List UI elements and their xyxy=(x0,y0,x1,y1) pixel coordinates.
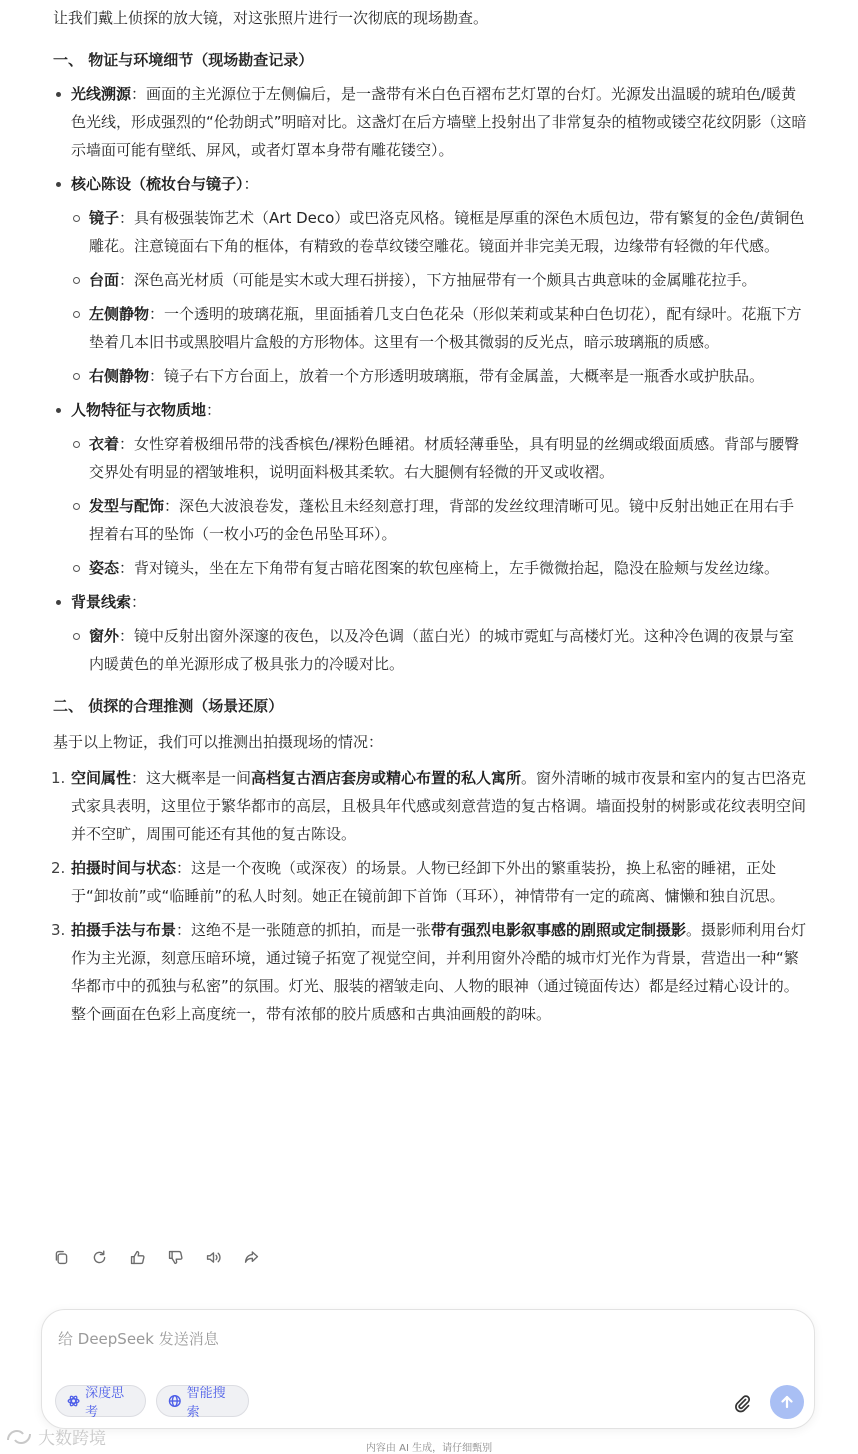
share-icon[interactable] xyxy=(242,1248,261,1267)
thumbs-down-icon[interactable] xyxy=(166,1248,185,1267)
item-text: ：这是一个夜晚（或深夜）的场景。人物已经卸下外出的繁重装扮，换上私密的睡裙，正处于“卸妆前”或“临睡前”的私人时刻。她正在镜前卸下首饰（耳环），神情带有一定的疏离、慵懒和独自沉思。 xyxy=(71,859,785,905)
web-search-label: 智能搜索 xyxy=(186,1386,226,1420)
sub-item xyxy=(71,430,808,486)
item-text: ：这绝不是一张随意的抓拍，而是一张 xyxy=(176,921,432,939)
sub-list xyxy=(71,204,808,390)
item-label: 核心陈设（梳妆台与镜子） xyxy=(71,175,244,193)
item-text: ：这大概率是一间 xyxy=(131,769,252,787)
sub-item xyxy=(71,362,808,390)
watermark-text: 大数跨境 xyxy=(38,1429,106,1449)
sub-item xyxy=(71,554,808,582)
deep-think-button[interactable] xyxy=(55,1385,146,1420)
inference-item xyxy=(53,764,808,848)
sub-list xyxy=(71,622,808,678)
item-text: ：画面的主光源位于左侧偏后，是一盏带有米白色百褶布艺灯罩的台灯。光源发出温暖的琥珀色/暖黄色光线，形成强烈的“伦勃朗式”明暗对比。这盏灯在后方墙壁上投射出了非常复杂的植物或镂空花纹阴影（这暗示墙面可能有壁纸、屏风，或者灯罩本身带有雕花镂空）。 xyxy=(71,85,807,159)
globe-icon xyxy=(168,1394,182,1408)
sub-list xyxy=(71,430,808,582)
arrow-up-icon xyxy=(779,1394,795,1410)
sub-item xyxy=(71,300,808,356)
evidence-list xyxy=(53,80,808,678)
item-text: ： xyxy=(131,593,147,611)
item-emphasis: 高档复古酒店套房或精心布置的私人寓所 xyxy=(251,769,522,787)
inference-item xyxy=(53,916,808,1028)
message-actions xyxy=(52,1248,261,1267)
sub-item xyxy=(71,266,808,294)
list-item-decor xyxy=(53,170,808,390)
regenerate-icon[interactable] xyxy=(90,1248,109,1267)
section-1-heading: 一、 物证与环境细节（现场勘查记录） xyxy=(53,51,314,69)
section-2-heading: 二、 侦探的合理推测（场景还原） xyxy=(53,697,284,715)
list-item-person xyxy=(53,396,808,582)
item-number: 2. xyxy=(51,859,66,877)
thumbs-up-icon[interactable] xyxy=(128,1248,147,1267)
sub-item-text: ：背对镜头，坐在左下角带有复古暗花图案的软包座椅上，左手微微抬起，隐没在脸颊与发丝边缘。 xyxy=(119,559,780,577)
copy-icon[interactable] xyxy=(52,1248,71,1267)
item-label: 空间属性 xyxy=(71,769,132,787)
list-item-background xyxy=(53,588,808,678)
speaker-icon[interactable] xyxy=(204,1248,223,1267)
inference-item xyxy=(53,854,808,910)
sub-item-label: 发型与配饰 xyxy=(89,497,165,515)
sub-item-label: 姿态 xyxy=(89,559,120,577)
assistant-message xyxy=(53,4,808,1034)
sub-item-label: 窗外 xyxy=(89,627,120,645)
sub-item-label: 镜子 xyxy=(89,209,120,227)
item-label: 人物特征与衣物质地 xyxy=(71,401,207,419)
ai-disclaimer: 内容由 AI 生成，请仔细甄别 xyxy=(365,1443,493,1454)
attach-file-icon[interactable] xyxy=(732,1393,752,1413)
item-text: ： xyxy=(206,401,222,419)
sub-item xyxy=(71,492,808,548)
item-label: 拍摄时间与状态 xyxy=(71,859,177,877)
web-search-button[interactable] xyxy=(156,1385,249,1420)
item-emphasis: 带有强烈电影叙事感的剧照或定制摄影 xyxy=(431,921,687,939)
inference-list xyxy=(53,764,808,1028)
deep-think-label: 深度思考 xyxy=(85,1386,125,1420)
item-label: 光线溯源 xyxy=(71,85,132,103)
sub-item xyxy=(71,204,808,260)
sub-item-label: 右侧静物 xyxy=(89,367,150,385)
send-button[interactable] xyxy=(770,1385,804,1419)
sub-item-text: ：一个透明的玻璃花瓶，里面插着几支白色花朵（形似茉莉或某种白色切花），配有绿叶。花瓶下方垫着几本旧书或黑胶唱片盒般的方形物体。这里有一个极其微弱的反光点，暗示玻璃瓶的质感。 xyxy=(89,305,802,351)
sub-item-text: ：深色大波浪卷发，蓬松且未经刻意打理，背部的发丝纹理清晰可见。镜中反射出她正在用右手捏着右耳的坠饰（一枚小巧的金色吊坠耳环）。 xyxy=(89,497,795,543)
item-label: 背景线索 xyxy=(71,593,132,611)
item-text: 。窗外清晰的城市夜景和室内的复古巴洛克式家具表明，这里位于繁华都市的高层，且极具年代感或刻意营造的复古格调。墙面投射的树影或花纹表明空间并不空旷，周围可能还有其他的复古陈设。 xyxy=(71,769,807,843)
list-item-light xyxy=(53,80,808,164)
item-text: 。摄影师利用台灯作为主光源，刻意压暗环境，通过镜子拓宽了视觉空间，并利用窗外冷酷的城市灯光作为背景，营造出一种“繁华都市中的孤独与私密”的氛围。灯光、服装的褶皱走向、人物的眼神（通过镜面传达）都是经过精心设计的。整个画面在色彩上高度统一，带有浓郁的胶片质感和古典油画般的韵味。 xyxy=(71,921,807,1023)
sub-item-label: 衣着 xyxy=(89,435,120,453)
item-label: 拍摄手法与布景 xyxy=(71,921,177,939)
sub-item-text: ：具有极强装饰艺术（Art Deco）或巴洛克风格。镜框是厚重的深色木质包边，带有繁复的金色/黄铜色雕花。注意镜面右下角的框体，有精致的卷草纹镂空雕花。镜面并非完美无瑕，边缘带有轻微的年代感。 xyxy=(89,209,805,255)
sub-item-label: 左侧静物 xyxy=(89,305,150,323)
item-number: 3. xyxy=(51,921,66,939)
sub-item-label: 台面 xyxy=(89,271,120,289)
atom-icon xyxy=(67,1394,80,1408)
sub-item-text: ：女性穿着极细吊带的浅香槟色/裸粉色睡裙。材质轻薄垂坠，具有明显的丝绸或缎面质感。背部与腰臀交界处有明显的褶皱堆积，说明面料极其柔软。右大腿侧有轻微的开叉或收褶。 xyxy=(89,435,800,481)
sub-item xyxy=(71,622,808,678)
section-2-intro: 基于以上物证，我们可以推测出拍摄现场的情况： xyxy=(53,733,384,751)
message-composer[interactable] xyxy=(41,1309,815,1429)
item-number: 1. xyxy=(51,769,66,787)
sub-item-text: ：深色高光材质（可能是实木或大理石拼接），下方抽屉带有一个颇具古典意味的金属雕花拉手。 xyxy=(119,271,757,289)
composer-input[interactable]: 给 DeepSeek 发送消息 xyxy=(58,1330,219,1348)
sub-item-text: ：镜中反射出窗外深邃的夜色，以及冷色调（蓝白光）的城市霓虹与高楼灯光。这种冷色调的夜景与室内暖黄色的单光源形成了极具张力的冷暖对比。 xyxy=(89,627,795,673)
item-text: ： xyxy=(243,175,259,193)
message-intro: 让我们戴上侦探的放大镜，对这张照片进行一次彻底的现场勘查。 xyxy=(53,9,489,27)
sub-item-text: ：镜子右下方台面上，放着一个方形透明玻璃瓶，带有金属盖，大概率是一瓶香水或护肤品。 xyxy=(149,367,765,385)
